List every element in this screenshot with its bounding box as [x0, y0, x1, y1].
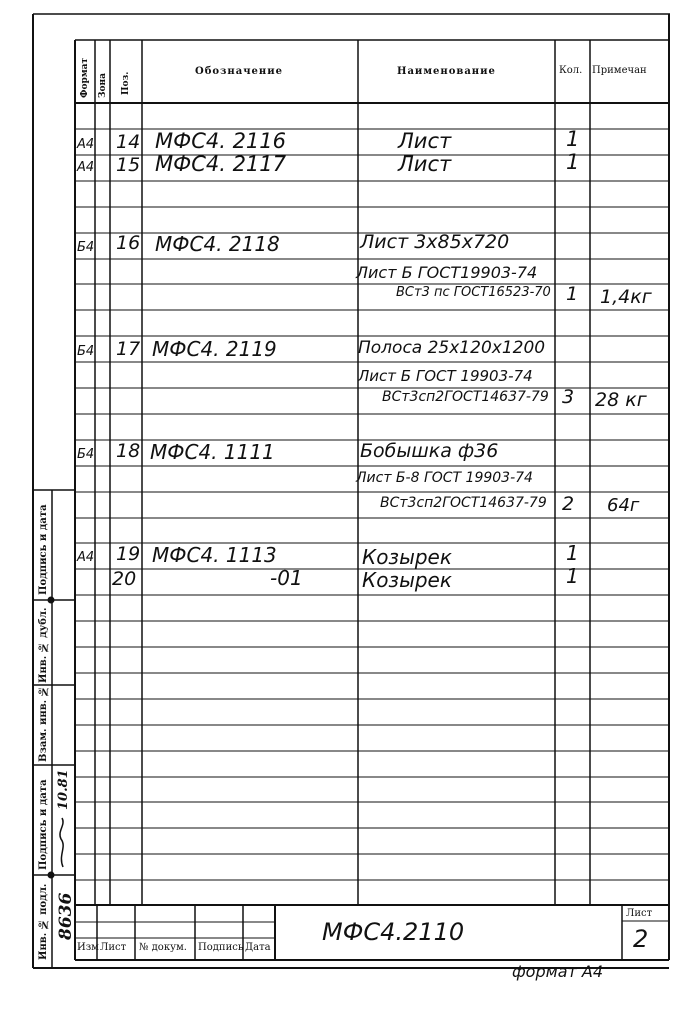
side-inv-orig: Инв. № подл. [38, 883, 49, 960]
title-list: Лист [100, 942, 127, 953]
header-note: Примечан [592, 65, 647, 76]
row-14-designation: МФС4. 2116 [155, 129, 287, 153]
row-18-note: 64г [607, 495, 640, 516]
row-14-qty: 1 [566, 127, 580, 151]
row-17-material-2: ВСт3сп2ГОСТ14637-79 [382, 389, 549, 405]
row-16-name: Лист 3х85х720 [360, 231, 510, 253]
row-17-format: Б4 [77, 344, 95, 359]
row-19-name: Козырек [362, 545, 452, 569]
row-14-format: А4 [77, 137, 95, 152]
footer-format-note: формат А4 [512, 962, 604, 981]
signature-mark [55, 815, 71, 870]
row-19-designation: МФС4. 1113 [152, 543, 277, 567]
row-17-designation: МФС4. 2119 [152, 337, 277, 361]
row-20-qty: 1 [566, 564, 579, 588]
row-16-note: 1,4кг [600, 286, 652, 308]
row-17-position: 17 [116, 338, 141, 360]
row-17-name: Полоса 25х120х1200 [358, 338, 546, 358]
side-inv-orig-value: 8636 [56, 892, 76, 940]
side-replace-inv: Взам. инв. № [38, 685, 49, 762]
row-16-qty: 1 [566, 283, 579, 305]
header-position: Поз. [121, 71, 131, 95]
row-18-material-1: Лист Б-8 ГОСТ 19903-74 [356, 470, 533, 486]
header-name: Наименование [397, 66, 496, 77]
row-15-designation: МФС4. 2117 [155, 152, 287, 176]
row-18-position: 18 [116, 440, 141, 462]
row-20-designation: -01 [270, 566, 303, 590]
row-19-position: 19 [116, 543, 141, 565]
row-19-format: А4 [77, 550, 95, 565]
title-doc-no: № докум. [139, 942, 187, 953]
header-designation: Обозначение [195, 66, 284, 77]
row-18-material-2: ВСт3сп2ГОСТ14637-79 [380, 495, 547, 511]
title-sign: Подпись [198, 942, 244, 953]
row-16-material-2: ВСт3 пс ГОСТ16523-70 [396, 285, 551, 300]
row-16-designation: МФС4. 2118 [155, 232, 280, 256]
row-15-name: Лист [398, 152, 452, 176]
row-17-note: 28 кг [595, 389, 647, 411]
side-inv-dup: Инв. № дубл. [38, 607, 49, 683]
side-sign-date-2: Подпись и дата [38, 504, 49, 595]
side-sign-date-1-value: 10.81 [56, 769, 71, 810]
row-20-position: 20 [112, 568, 137, 590]
title-designation: МФС4.2110 [322, 918, 465, 946]
side-sign-date-1: Подпись и дата [38, 779, 49, 870]
row-15-qty: 1 [566, 150, 580, 174]
row-19-qty: 1 [566, 541, 579, 565]
row-16-format: Б4 [77, 240, 95, 255]
row-14-position: 14 [116, 131, 141, 153]
row-17-material-1: Лист Б ГОСТ 19903-74 [358, 367, 533, 385]
row-20-name: Козырек [362, 568, 452, 592]
title-sheet-label: Лист [626, 908, 653, 919]
title-izm: Изм [77, 942, 99, 953]
side-signature [55, 815, 71, 870]
row-16-position: 16 [116, 232, 141, 254]
title-date: Дата [245, 942, 271, 953]
header-format: Формат [80, 57, 90, 98]
row-18-name: Бобышка ф36 [360, 440, 499, 462]
row-14-name: Лист [398, 129, 452, 153]
row-15-format: А4 [77, 160, 95, 175]
title-sheet-no: 2 [633, 925, 649, 953]
row-16-material-1: Лист Б ГОСТ19903-74 [356, 263, 538, 282]
row-18-format: Б4 [77, 447, 95, 462]
row-15-position: 15 [116, 154, 141, 176]
row-18-designation: МФС4. 1111 [150, 440, 275, 464]
header-zone: Зона [98, 73, 108, 98]
header-qty: Кол. [559, 65, 583, 76]
row-17-qty: 3 [562, 386, 575, 408]
row-18-qty: 2 [562, 493, 575, 515]
